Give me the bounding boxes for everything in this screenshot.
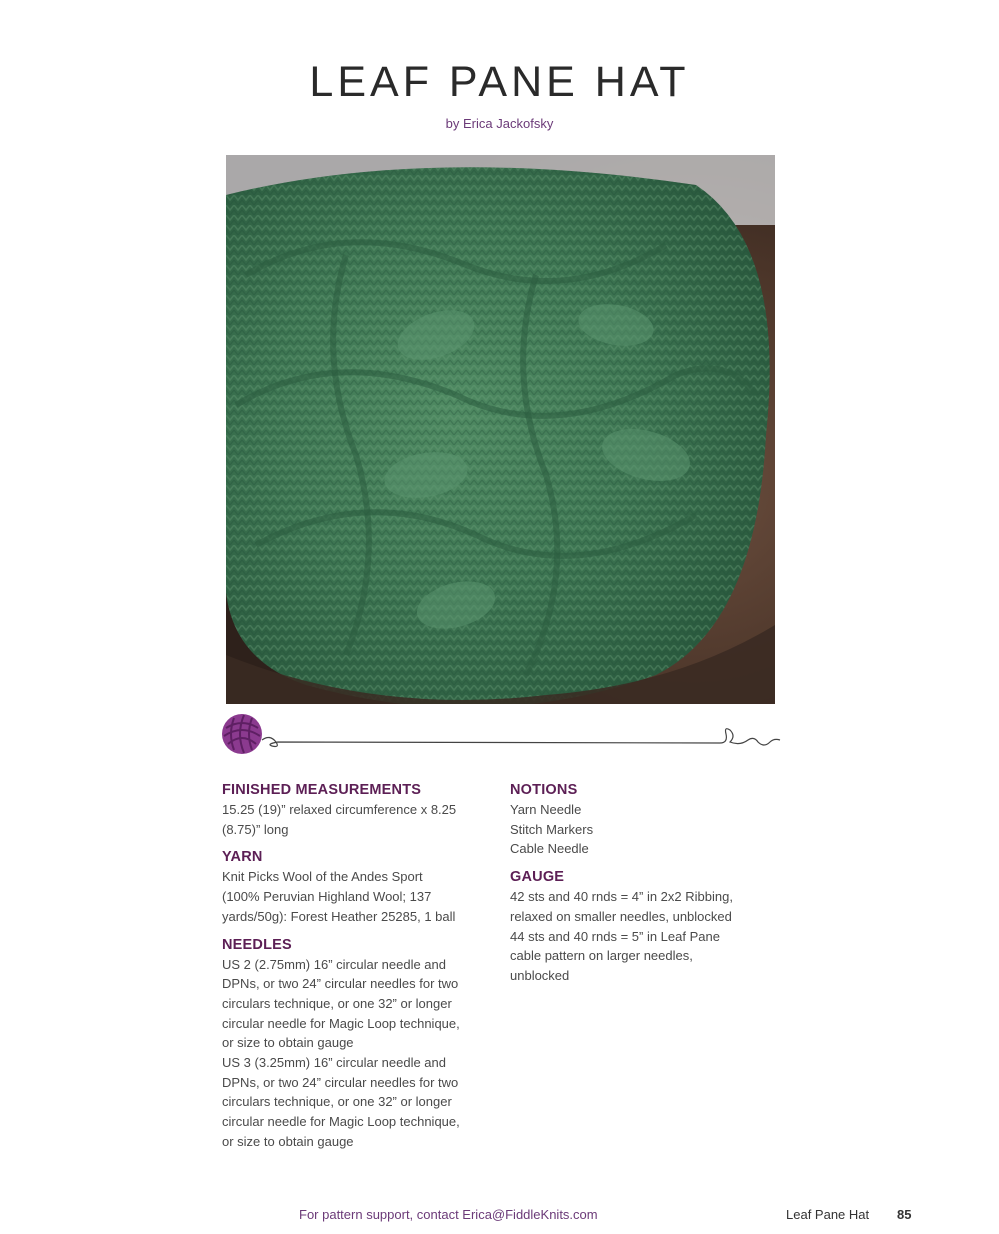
text-line: DPNs, or two 24” circular needles for two: [222, 976, 459, 992]
page-number: 85: [897, 1207, 912, 1222]
author-byline: by Erica Jackofsky: [445, 116, 554, 131]
yarn-divider: [220, 710, 782, 758]
pattern-support-link[interactable]: For pattern support, contact Erica@FiddleKnits.com: [299, 1207, 598, 1222]
section-heading: NOTIONS: [510, 782, 578, 798]
right-column: [510, 781, 770, 995]
text-line: US 2 (2.75mm) 16” circular needle and: [222, 956, 446, 972]
text-line: cable pattern on larger needles,: [510, 948, 693, 964]
text-line: relaxed on smaller needles, unblocked: [510, 908, 732, 924]
section-heading: YARN: [222, 849, 263, 866]
text-line: circulars technique, or one 32” or longer: [222, 1094, 452, 1110]
text-line: or size to obtain gauge: [222, 1133, 354, 1149]
text-line: or size to obtain gauge: [222, 1035, 354, 1051]
left-column: [222, 781, 497, 1161]
text-line: US 3 (3.25mm) 16” circular needle and: [222, 1055, 446, 1071]
finished-measurements-section: [222, 781, 497, 839]
text-line: 44 sts and 40 rnds = 5” in Leaf Pane: [510, 928, 720, 944]
text-line: (8.75)” long: [222, 821, 289, 837]
text-line: 42 sts and 40 rnds = 4” in 2x2 Ribbing,: [510, 889, 733, 905]
text-line: circular needle for Magic Loop technique,: [222, 1114, 460, 1130]
text-line: Cable Needle: [510, 841, 589, 857]
notions-section: [510, 781, 770, 859]
text-line: yards/50g): Forest Heather 25285, 1 ball: [222, 908, 456, 924]
text-line: Yarn Needle: [510, 802, 582, 817]
text-line: unblocked: [510, 967, 570, 983]
section-heading: FINISHED MEASUREMENTS: [222, 782, 422, 798]
yarn-ball-icon: [222, 714, 262, 754]
text-line: (100% Peruvian Highland Wool; 137: [222, 889, 432, 905]
section-heading: NEEDLES: [222, 936, 292, 953]
knitted-hat-photo: [226, 155, 775, 704]
yarn-section: [222, 848, 497, 926]
text-line: circular needle for Magic Loop technique,: [222, 1015, 460, 1031]
gauge-section: [510, 868, 770, 986]
page-title: LEAF PANE HAT: [309, 58, 690, 106]
text-line: Knit Picks Wool of the Andes Sport: [222, 869, 423, 885]
section-heading: GAUGE: [510, 869, 565, 886]
text-line: DPNs, or two 24” circular needles for two: [222, 1074, 459, 1090]
needles-section: [222, 936, 497, 1152]
text-line: 15.25 (19)” relaxed circumference x 8.25: [222, 802, 457, 817]
text-line: circulars technique, or one 32” or longer: [222, 995, 452, 1011]
text-line: Stitch Markers: [510, 821, 594, 837]
footer-page-title: Leaf Pane Hat: [786, 1207, 870, 1222]
